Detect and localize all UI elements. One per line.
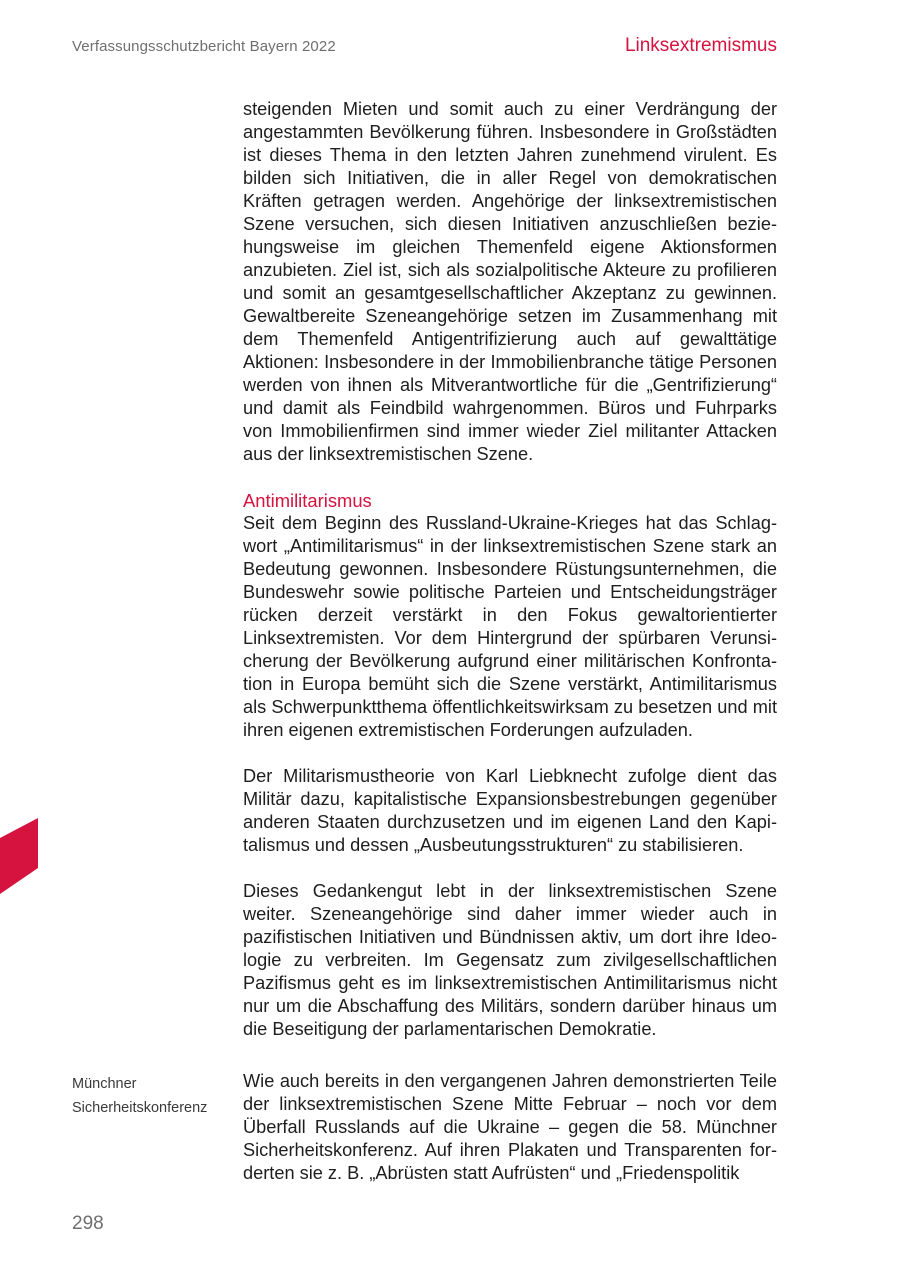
page-number: 298	[72, 1213, 104, 1234]
chapter-marker-tab	[0, 818, 38, 894]
body-paragraph: Wie auch bereits in den vergangenen Jahren demonstrierten Teile der linksextremistischen Szene Mitte Februar – noch vor dem Überfall Russlands auf die Ukraine – gegen die 58. Münchner Sicherheitskonferenz. Auf ihren Plakaten und Transparenten forderten sie z. B. „Abrüsten statt Aufrüsten“ und „Friedenspolitik	[243, 1071, 777, 1183]
margin-note-line: Münchner	[72, 1076, 137, 1092]
running-header-publication: Verfassungsschutzbericht Bayern 2022	[72, 38, 336, 55]
body-paragraph: Seit dem Beginn des Russland-Ukraine-Krieges hat das Schlagwort „Antimilitarismus“ in der linksextremistischen Szene stark an Bedeutung gewonnen. Insbesondere Rüstungsunternehmen, die Bundeswehr sowie politische Parteien und Entscheidungsträger rücken derzeit verstärkt in den Fokus gewaltorientierter Linksextremisten. Vor dem Hintergrund der spürbaren Verunsicherung der Bevölkerung aufgrund einer militärischen Konfrontation in Europa bemüht sich die Szene verstärkt, Antimilitarismus als Schwerpunktthema öffentlichkeitswirksam zu besetzen und mit ihren eigenen extremistischen Forderungen aufzuladen.	[243, 513, 777, 740]
body-paragraph: Der Militarismustheorie von Karl Liebknecht zufolge dient das Militär dazu, kapitalistische Expansionsbestrebungen gegenüber anderen Staaten durchzusetzen und im eigenen Land den Kapitalismus und dessen „Ausbeutungsstrukturen“ zu stabilisieren.	[243, 766, 777, 855]
body-paragraph: steigenden Mieten und somit auch zu einer Verdrängung der angestammten Bevölkerung führen. Insbesondere in Großstädten ist dieses Thema in den letzten Jahren zunehmend virulent. Es bilden sich Initiativen, die in aller Regel von demokratischen Kräften getragen werden. Angehörige der linksextremistischen Szene versuchen, sich diesen Initiativen anzuschließen beziehungsweise im gleichen Themenfeld eigene Aktionsformen anzubieten. Ziel ist, sich als sozialpolitische Akteure zu profilieren und somit an gesamtgesellschaftlicher Akzeptanz zu gewinnen. Gewaltbereite Szeneangehörige setzen im Zusammenhang mit dem Themenfeld Antigentrifizierung auch auf gewalttätige Aktionen: Insbesondere in der Immobilienbranche tätige Personen werden von ihnen als Mitverantwortliche für die „Gentrifizierung“ und damit als Feindbild wahrgenommen. Büros und Fuhrparks von Immobilienfirmen sind immer wieder Ziel militanter Attacken aus der linksextremistischen Szene.	[243, 99, 777, 464]
main-text-column	[243, 98, 777, 1041]
body-paragraph: Dieses Gedankengut lebt in der linksextremistischen Szene weiter. Szeneangehörige sind daher immer wieder auch in pazifistischen Initiativen und Bündnissen aktiv, um dort ihre Ideologie zu verbreiten. Im Gegensatz zum zivilgesellschaftlichen Pazifismus geht es im linksextremistischen Antimilitarismus nicht nur um die Abschaffung des Militärs, sondern darüber hinaus um die Beseitigung der parlamentarischen Demokratie.	[243, 881, 777, 1039]
section-heading: Antimilitarismus	[243, 490, 372, 511]
chapter-marker-shape	[0, 818, 38, 894]
margin-note	[72, 1072, 207, 1120]
running-header-chapter: Linksextremismus	[624, 35, 777, 56]
main-text-continuation	[243, 1070, 777, 1185]
margin-note-line: Sicherheitskonferenz	[72, 1100, 208, 1116]
